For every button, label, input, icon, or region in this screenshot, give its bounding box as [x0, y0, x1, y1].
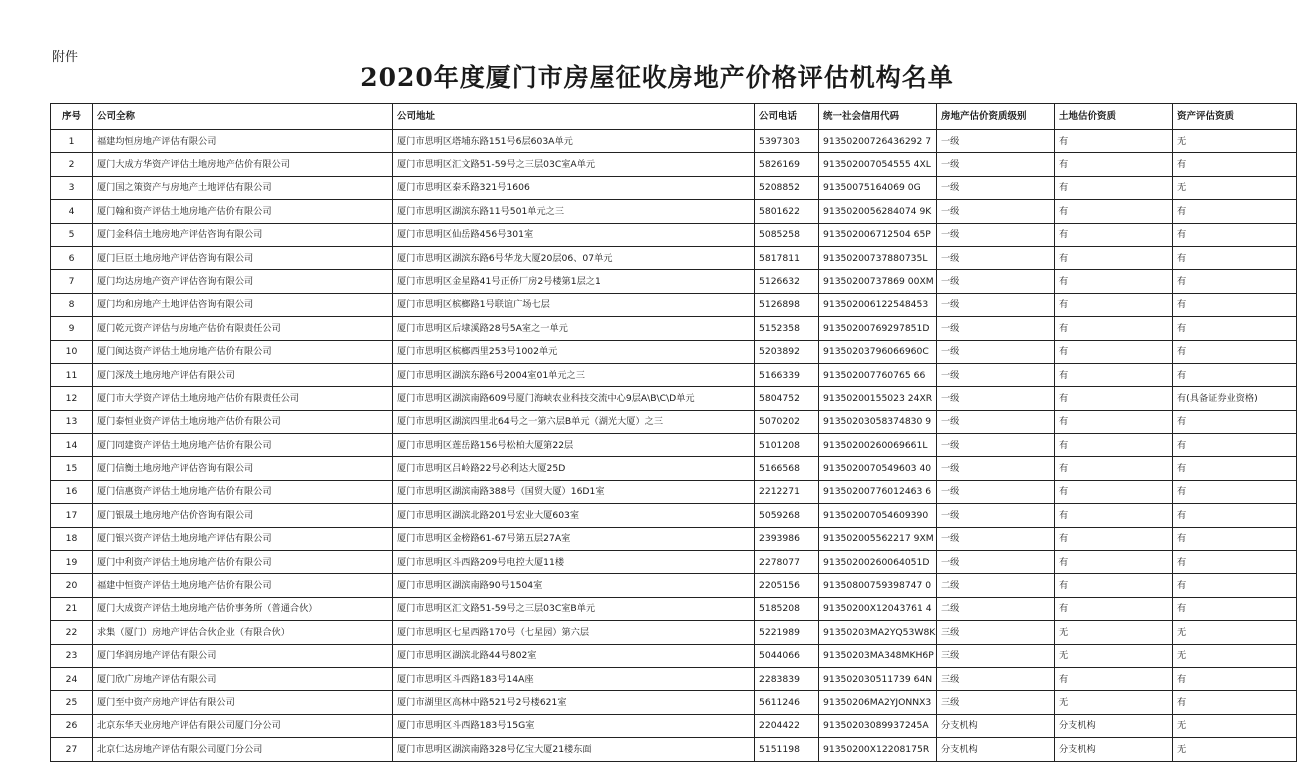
cell-land-qualification: 有: [1055, 340, 1173, 363]
cell-company-address: 厦门市思明区湖滨东路6号华龙大厦20层06、07单元: [393, 246, 755, 269]
cell-asset-qualification: 有: [1173, 293, 1297, 316]
cell-credit-code: 913502005562217 9XM: [819, 527, 937, 550]
cell-company-address: 厦门市思明区湖滨北路44号802室: [393, 644, 755, 667]
cell-index: 19: [51, 551, 93, 574]
cell-asset-qualification: 有: [1173, 270, 1297, 293]
cell-credit-code: 91350200X12208175R: [819, 738, 937, 761]
cell-credit-code: 91350800759398747 0: [819, 574, 937, 597]
cell-company-address: 厦门市思明区湖滨北路201号宏业大厦603室: [393, 504, 755, 527]
cell-real-estate-grade: 一级: [937, 317, 1055, 340]
cell-company-phone: 5804752: [755, 387, 819, 410]
table-body: [51, 130, 1297, 762]
header-land-qualification: 土地估价资质: [1055, 104, 1173, 130]
cell-company-name: 厦门中利资产评估土地房地产估价有限公司: [93, 551, 393, 574]
cell-credit-code: 913502030511739 64N: [819, 667, 937, 690]
header-asset-qualification: 资产评估资质: [1173, 104, 1297, 130]
cell-index: 22: [51, 621, 93, 644]
cell-company-address: 厦门市思明区莲岳路156号松柏大厦第22层: [393, 434, 755, 457]
cell-company-phone: 5044066: [755, 644, 819, 667]
cell-asset-qualification: 有: [1173, 223, 1297, 246]
table-header-row: [51, 104, 1297, 130]
cell-index: 13: [51, 410, 93, 433]
cell-land-qualification: 有: [1055, 574, 1173, 597]
cell-company-phone: 5101208: [755, 434, 819, 457]
cell-real-estate-grade: 分支机构: [937, 738, 1055, 761]
table-row: [51, 153, 1297, 176]
cell-real-estate-grade: 一级: [937, 176, 1055, 199]
cell-asset-qualification: 有: [1173, 504, 1297, 527]
table-row: [51, 457, 1297, 480]
cell-real-estate-grade: 一级: [937, 270, 1055, 293]
cell-company-phone: 5166568: [755, 457, 819, 480]
cell-company-phone: 5059268: [755, 504, 819, 527]
cell-real-estate-grade: 一级: [937, 223, 1055, 246]
cell-index: 21: [51, 597, 93, 620]
cell-credit-code: 91350200155023 24XR: [819, 387, 937, 410]
cell-real-estate-grade: 一级: [937, 130, 1055, 153]
cell-company-name: 厦门大成资产评估土地房地产估价事务所（普通合伙）: [93, 597, 393, 620]
table-row: [51, 504, 1297, 527]
cell-asset-qualification: 有: [1173, 480, 1297, 503]
cell-credit-code: 913502007054609390: [819, 504, 937, 527]
cell-asset-qualification: 有: [1173, 153, 1297, 176]
table-row: [51, 621, 1297, 644]
header-company-name: 公司全称: [93, 104, 393, 130]
cell-asset-qualification: 有: [1173, 317, 1297, 340]
cell-land-qualification: 分支机构: [1055, 714, 1173, 737]
cell-credit-code: 91350203089937245A: [819, 714, 937, 737]
cell-credit-code: 91350203MA348MKH6P: [819, 644, 937, 667]
cell-company-address: 厦门市思明区塔埔东路151号6层603A单元: [393, 130, 755, 153]
cell-credit-code: 91350203MA2YQ53W8K: [819, 621, 937, 644]
cell-real-estate-grade: 一级: [937, 410, 1055, 433]
cell-company-phone: 5185208: [755, 597, 819, 620]
cell-asset-qualification: 无: [1173, 621, 1297, 644]
cell-land-qualification: 有: [1055, 153, 1173, 176]
cell-index: 12: [51, 387, 93, 410]
cell-credit-code: 91350200769297851D: [819, 317, 937, 340]
cell-company-phone: 5203892: [755, 340, 819, 363]
cell-company-phone: 5126632: [755, 270, 819, 293]
cell-land-qualification: 分支机构: [1055, 738, 1173, 761]
cell-company-phone: 2212271: [755, 480, 819, 503]
cell-company-address: 厦门市思明区泰禾路321号1606: [393, 176, 755, 199]
cell-company-phone: 2204422: [755, 714, 819, 737]
cell-credit-code: 913502006122548453: [819, 293, 937, 316]
cell-credit-code: 9135020056284074 9K: [819, 200, 937, 223]
cell-company-address: 厦门市思明区斗西路183号14A座: [393, 667, 755, 690]
cell-company-address: 厦门市湖里区高林中路521号2号楼621室: [393, 691, 755, 714]
cell-land-qualification: 有: [1055, 504, 1173, 527]
cell-credit-code: 913502006712504 65P: [819, 223, 937, 246]
cell-real-estate-grade: 一级: [937, 387, 1055, 410]
cell-index: 25: [51, 691, 93, 714]
table-row: [51, 597, 1297, 620]
cell-index: 11: [51, 363, 93, 386]
cell-real-estate-grade: 三级: [937, 644, 1055, 667]
cell-land-qualification: 无: [1055, 621, 1173, 644]
cell-index: 10: [51, 340, 93, 363]
cell-real-estate-grade: 一级: [937, 527, 1055, 550]
table-row: [51, 527, 1297, 550]
table-row: [51, 551, 1297, 574]
table-row: [51, 480, 1297, 503]
cell-index: 20: [51, 574, 93, 597]
cell-real-estate-grade: 三级: [937, 691, 1055, 714]
cell-index: 16: [51, 480, 93, 503]
cell-credit-code: 91350206MA2YJONNX3: [819, 691, 937, 714]
cell-company-name: 福建均恒房地产评估有限公司: [93, 130, 393, 153]
header-credit-code: 统一社会信用代码: [819, 104, 937, 130]
cell-company-name: 厦门闽达资产评估土地房地产估价有限公司: [93, 340, 393, 363]
header-real-estate-grade: 房地产估价资质级别: [937, 104, 1055, 130]
cell-asset-qualification: 有: [1173, 246, 1297, 269]
cell-land-qualification: 有: [1055, 434, 1173, 457]
cell-company-name: 厦门乾元资产评估与房地产估价有限责任公司: [93, 317, 393, 340]
table-row: [51, 410, 1297, 433]
cell-company-name: 厦门市大学资产评估土地房地产估价有限责任公司: [93, 387, 393, 410]
cell-real-estate-grade: 分支机构: [937, 714, 1055, 737]
cell-land-qualification: 有: [1055, 246, 1173, 269]
cell-land-qualification: 有: [1055, 200, 1173, 223]
cell-company-address: 厦门市思明区斗西路209号电控大厦11楼: [393, 551, 755, 574]
table-row: [51, 246, 1297, 269]
table-row: [51, 223, 1297, 246]
cell-company-phone: 2283839: [755, 667, 819, 690]
cell-asset-qualification: 无: [1173, 714, 1297, 737]
cell-company-name: 厦门泰恒业资产评估土地房地产估价有限公司: [93, 410, 393, 433]
cell-company-address: 厦门市思明区金星路41号正侨厂房2号楼第1层之1: [393, 270, 755, 293]
cell-land-qualification: 有: [1055, 457, 1173, 480]
cell-index: 3: [51, 176, 93, 199]
cell-company-name: 厦门信衡土地房地产评估咨询有限公司: [93, 457, 393, 480]
table-row: [51, 270, 1297, 293]
cell-credit-code: 91350200X12043761 4: [819, 597, 937, 620]
cell-company-address: 厦门市思明区湖滨东路11号501单元之三: [393, 200, 755, 223]
cell-company-name: 厦门国之策资产与房地产土地评估有限公司: [93, 176, 393, 199]
cell-company-address: 厦门市思明区湖滨南路388号（国贸大厦）16D1室: [393, 480, 755, 503]
cell-land-qualification: 有: [1055, 223, 1173, 246]
document-title: 2020年度厦门市房屋征收房地产价格评估机构名单: [360, 63, 954, 92]
cell-company-address: 厦门市思明区槟榔西里253号1002单元: [393, 340, 755, 363]
cell-land-qualification: 有: [1055, 410, 1173, 433]
cell-credit-code: 91350200260064051D: [819, 551, 937, 574]
cell-real-estate-grade: 一级: [937, 293, 1055, 316]
cell-index: 5: [51, 223, 93, 246]
cell-real-estate-grade: 三级: [937, 667, 1055, 690]
cell-land-qualification: 无: [1055, 644, 1173, 667]
cell-land-qualification: 有: [1055, 387, 1173, 410]
table-row: [51, 738, 1297, 761]
cell-credit-code: 91350203058374830 9: [819, 410, 937, 433]
table-row: [51, 176, 1297, 199]
cell-company-phone: 5801622: [755, 200, 819, 223]
cell-company-phone: 5151198: [755, 738, 819, 761]
cell-asset-qualification: 有: [1173, 691, 1297, 714]
cell-index: 23: [51, 644, 93, 667]
cell-real-estate-grade: 一级: [937, 434, 1055, 457]
cell-land-qualification: 有: [1055, 293, 1173, 316]
cell-index: 6: [51, 246, 93, 269]
cell-company-name: 北京仁达房地产评估有限公司厦门分公司: [93, 738, 393, 761]
table-row: [51, 434, 1297, 457]
cell-asset-qualification: 有: [1173, 597, 1297, 620]
cell-credit-code: 9135020070549603 40: [819, 457, 937, 480]
table-row: [51, 293, 1297, 316]
cell-land-qualification: 有: [1055, 363, 1173, 386]
cell-company-address: 厦门市思明区仙岳路456号301室: [393, 223, 755, 246]
cell-company-phone: 5085258: [755, 223, 819, 246]
table-row: [51, 340, 1297, 363]
cell-real-estate-grade: 一级: [937, 246, 1055, 269]
cell-real-estate-grade: 一级: [937, 504, 1055, 527]
cell-index: 2: [51, 153, 93, 176]
cell-land-qualification: 有: [1055, 551, 1173, 574]
cell-company-name: 厦门大成方华资产评估土地房地产估价有限公司: [93, 153, 393, 176]
cell-index: 1: [51, 130, 93, 153]
cell-company-name: 厦门信惠资产评估土地房地产估价有限公司: [93, 480, 393, 503]
table-row: [51, 363, 1297, 386]
cell-land-qualification: 有: [1055, 667, 1173, 690]
cell-company-address: 厦门市思明区湖滨南路90号1504室: [393, 574, 755, 597]
cell-land-qualification: 无: [1055, 691, 1173, 714]
cell-company-phone: 5817811: [755, 246, 819, 269]
cell-credit-code: 913502007760765 66: [819, 363, 937, 386]
table-row: [51, 200, 1297, 223]
cell-company-name: 厦门欣广房地产评估有限公司: [93, 667, 393, 690]
cell-asset-qualification: 有: [1173, 457, 1297, 480]
cell-index: 7: [51, 270, 93, 293]
cell-asset-qualification: 无: [1173, 644, 1297, 667]
cell-index: 18: [51, 527, 93, 550]
cell-company-phone: 2278077: [755, 551, 819, 574]
table-row: [51, 667, 1297, 690]
cell-asset-qualification: 有: [1173, 340, 1297, 363]
cell-index: 9: [51, 317, 93, 340]
cell-asset-qualification: 有: [1173, 574, 1297, 597]
cell-credit-code: 91350203796066960C: [819, 340, 937, 363]
header-index: 序号: [51, 104, 93, 130]
cell-company-phone: 2393986: [755, 527, 819, 550]
cell-asset-qualification: 有: [1173, 200, 1297, 223]
cell-company-name: 厦门均达房地产资产评估咨询有限公司: [93, 270, 393, 293]
table-row: [51, 714, 1297, 737]
cell-land-qualification: 有: [1055, 176, 1173, 199]
cell-real-estate-grade: 一级: [937, 363, 1055, 386]
cell-real-estate-grade: 一级: [937, 200, 1055, 223]
cell-company-phone: 2205156: [755, 574, 819, 597]
cell-land-qualification: 有: [1055, 597, 1173, 620]
cell-index: 26: [51, 714, 93, 737]
header-company-address: 公司地址: [393, 104, 755, 130]
cell-asset-qualification: 有(具备证券业资格): [1173, 387, 1297, 410]
cell-company-name: 厦门同建资产评估土地房地产估价有限公司: [93, 434, 393, 457]
cell-company-address: 厦门市思明区汇文路51-59号之三层03C室A单元: [393, 153, 755, 176]
cell-asset-qualification: 有: [1173, 527, 1297, 550]
cell-asset-qualification: 有: [1173, 551, 1297, 574]
cell-company-address: 厦门市思明区金榜路61-67号第五层27A室: [393, 527, 755, 550]
cell-real-estate-grade: 二级: [937, 574, 1055, 597]
agency-table: [50, 103, 1297, 762]
table-row: [51, 130, 1297, 153]
cell-asset-qualification: 有: [1173, 667, 1297, 690]
cell-land-qualification: 有: [1055, 317, 1173, 340]
cell-asset-qualification: 无: [1173, 738, 1297, 761]
cell-asset-qualification: 有: [1173, 363, 1297, 386]
attachment-label: 附件: [52, 50, 79, 65]
cell-asset-qualification: 无: [1173, 130, 1297, 153]
cell-company-name: 厦门翰和资产评估土地房地产估价有限公司: [93, 200, 393, 223]
cell-company-phone: 5826169: [755, 153, 819, 176]
cell-credit-code: 91350200260069661L: [819, 434, 937, 457]
cell-company-name: 厦门银晟土地房地产估价咨询有限公司: [93, 504, 393, 527]
cell-company-name: 求集（厦门）房地产评估合伙企业（有限合伙）: [93, 621, 393, 644]
cell-credit-code: 91350200726436292 7: [819, 130, 937, 153]
cell-index: 14: [51, 434, 93, 457]
cell-credit-code: 91350200737880735L: [819, 246, 937, 269]
cell-company-name: 福建中恒资产评估土地房地产估价有限公司: [93, 574, 393, 597]
cell-asset-qualification: 有: [1173, 410, 1297, 433]
cell-company-name: 北京东华天业房地产评估有限公司厦门分公司: [93, 714, 393, 737]
cell-credit-code: 913502007054555 4XL: [819, 153, 937, 176]
cell-company-phone: 5221989: [755, 621, 819, 644]
header-company-phone: 公司电话: [755, 104, 819, 130]
cell-land-qualification: 有: [1055, 270, 1173, 293]
cell-company-address: 厦门市思明区后埭溪路28号5A室之一单元: [393, 317, 755, 340]
cell-company-name: 厦门均和房地产土地评估咨询有限公司: [93, 293, 393, 316]
cell-asset-qualification: 无: [1173, 176, 1297, 199]
cell-real-estate-grade: 三级: [937, 621, 1055, 644]
cell-real-estate-grade: 一级: [937, 457, 1055, 480]
cell-index: 4: [51, 200, 93, 223]
cell-real-estate-grade: 一级: [937, 153, 1055, 176]
cell-company-phone: 5070202: [755, 410, 819, 433]
cell-company-address: 厦门市思明区汇文路51-59号之三层03C室B单元: [393, 597, 755, 620]
cell-credit-code: 91350200776012463 6: [819, 480, 937, 503]
cell-company-address: 厦门市思明区湖滨东路6号2004室01单元之三: [393, 363, 755, 386]
cell-company-phone: 5611246: [755, 691, 819, 714]
table-row: [51, 644, 1297, 667]
cell-company-address: 厦门市思明区湖滨四里北64号之一第六层B单元（湖光大厦）之三: [393, 410, 755, 433]
cell-index: 17: [51, 504, 93, 527]
cell-real-estate-grade: 一级: [937, 480, 1055, 503]
cell-land-qualification: 有: [1055, 130, 1173, 153]
cell-real-estate-grade: 一级: [937, 340, 1055, 363]
table-row: [51, 574, 1297, 597]
cell-company-address: 厦门市思明区湖滨南路328号亿宝大厦21楼东面: [393, 738, 755, 761]
cell-land-qualification: 有: [1055, 480, 1173, 503]
cell-asset-qualification: 有: [1173, 434, 1297, 457]
cell-credit-code: 91350200737869 00XM: [819, 270, 937, 293]
cell-company-address: 厦门市思明区湖滨南路609号厦门海峡农业科技交流中心9层A\B\C\D单元: [393, 387, 755, 410]
cell-company-phone: 5166339: [755, 363, 819, 386]
cell-company-phone: 5208852: [755, 176, 819, 199]
table-row: [51, 691, 1297, 714]
cell-company-name: 厦门金科信土地房地产评估咨询有限公司: [93, 223, 393, 246]
cell-credit-code: 91350075164069 0G: [819, 176, 937, 199]
cell-real-estate-grade: 二级: [937, 597, 1055, 620]
cell-index: 8: [51, 293, 93, 316]
cell-company-address: 厦门市思明区斗西路183号15G室: [393, 714, 755, 737]
cell-company-address: 厦门市思明区七星西路170号（七星园）第六层: [393, 621, 755, 644]
cell-index: 15: [51, 457, 93, 480]
cell-company-name: 厦门华润房地产评估有限公司: [93, 644, 393, 667]
table-row: [51, 387, 1297, 410]
cell-company-name: 厦门巨臣土地房地产评估咨询有限公司: [93, 246, 393, 269]
cell-real-estate-grade: 一级: [937, 551, 1055, 574]
cell-company-phone: 5397303: [755, 130, 819, 153]
cell-company-phone: 5126898: [755, 293, 819, 316]
cell-index: 24: [51, 667, 93, 690]
cell-index: 27: [51, 738, 93, 761]
cell-company-name: 厦门银兴资产评估土地房地产评估有限公司: [93, 527, 393, 550]
cell-land-qualification: 有: [1055, 527, 1173, 550]
cell-company-name: 厦门深茂土地房地产评估有限公司: [93, 363, 393, 386]
cell-company-address: 厦门市思明区槟榔路1号联谊广场七层: [393, 293, 755, 316]
cell-company-address: 厦门市思明区吕岭路22号必利达大厦25D: [393, 457, 755, 480]
table-row: [51, 317, 1297, 340]
cell-company-phone: 5152358: [755, 317, 819, 340]
cell-company-name: 厦门至中资产房地产评估有限公司: [93, 691, 393, 714]
